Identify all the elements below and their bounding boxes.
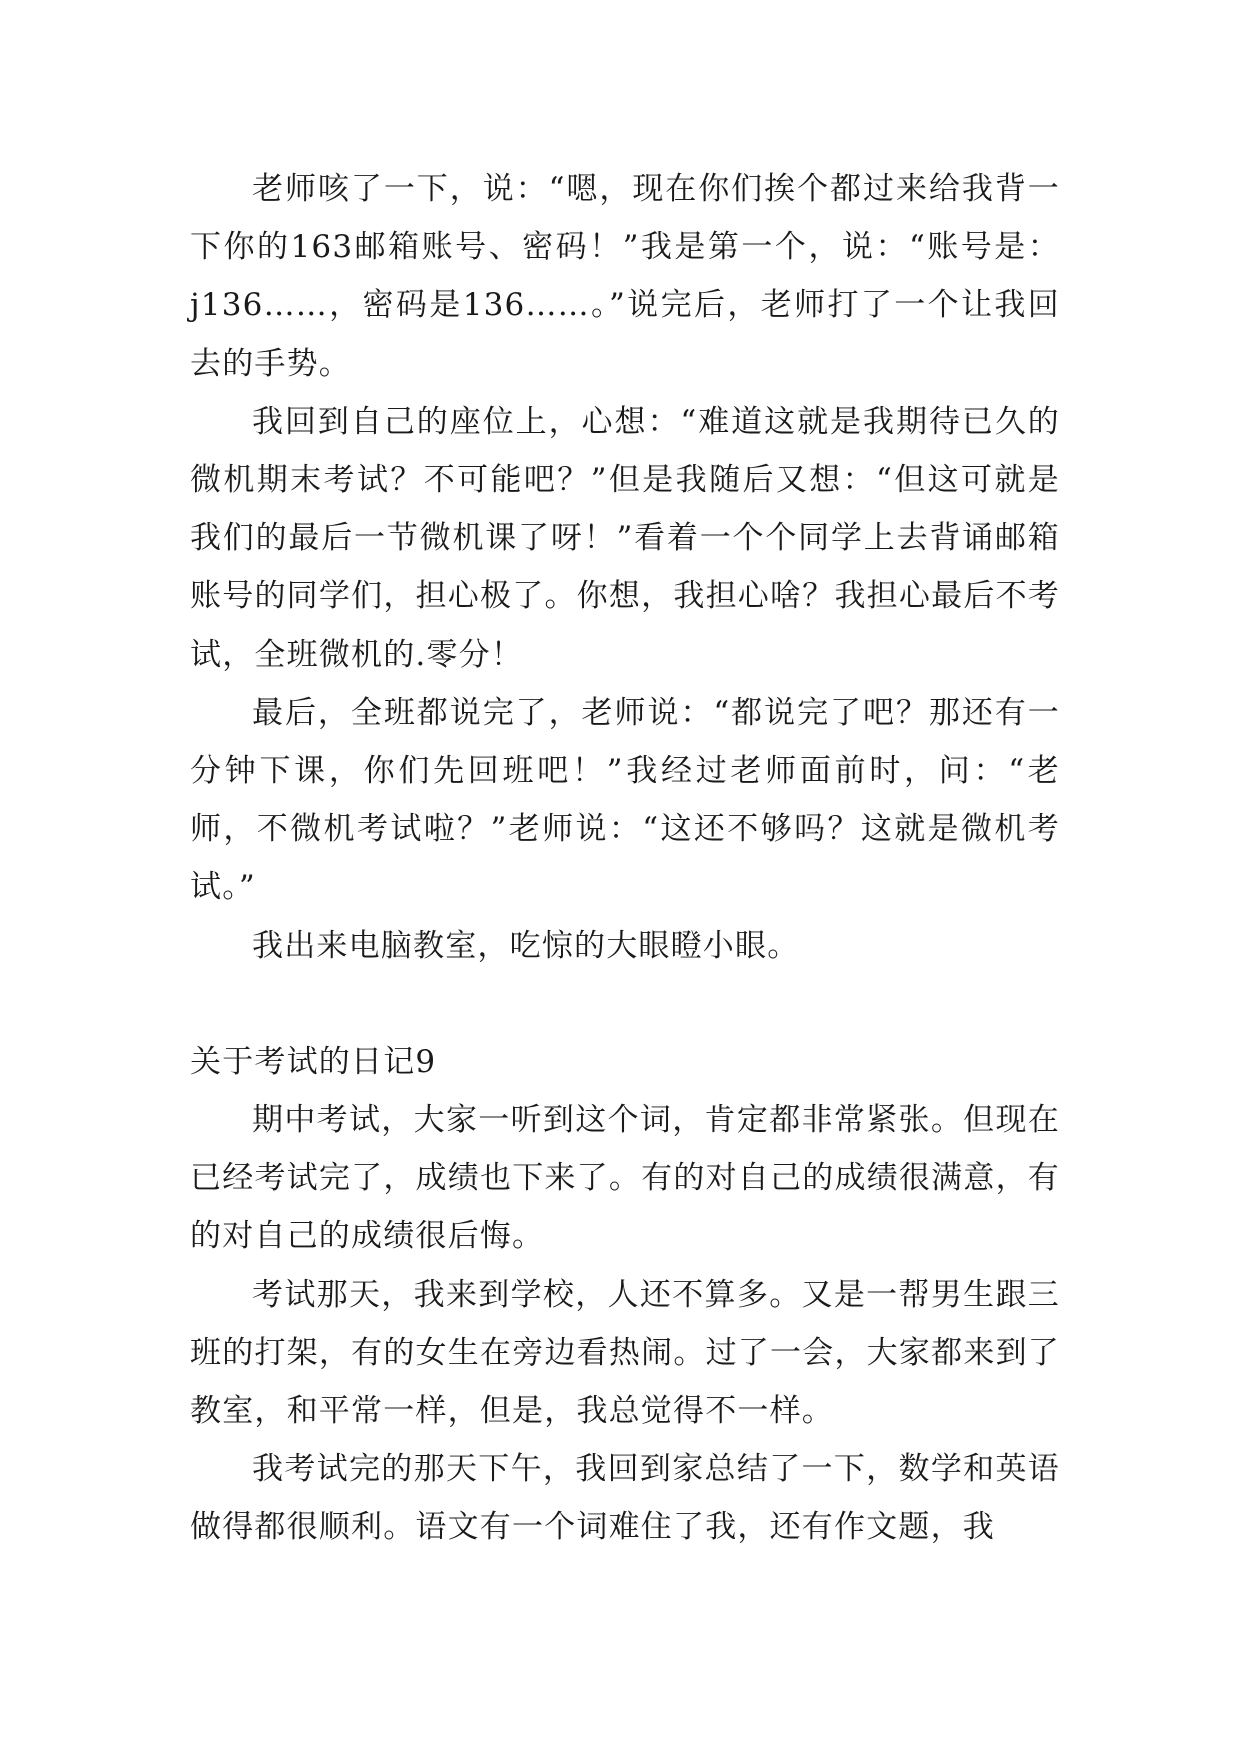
paragraph: 期中考试，大家一听到这个词，肯定都非常紧张。但现在已经考试完了，成绩也下来了。有的对自己的成绩很满意，有的对自己的成绩很后悔。: [190, 1102, 1060, 1255]
section-title: 关于考试的日记9: [190, 1043, 437, 1080]
paragraph: 考试那天，我来到学校，人还不算多。又是一帮男生跟三班的打架，有的女生在旁边看热闹。过了一会，大家都来到了教室，和平常一样，但是，我总觉得不一样。: [190, 1276, 1060, 1430]
paragraph: 我回到自己的座位上，心想：“难道这就是我期待已久的微机期末考试？不可能吧？”但是我随后又想：“但这可就是我们的最后一节微机课了呀！”看着一个个同学上去背诵邮箱账号的同学们，担心极了。你想，我担心啥？我担心最后不考试，全班微机的.零分！: [190, 403, 1060, 673]
paragraph: 最后，全班都说完了，老师说：“都说完了吧？那还有一分钟下课，你们先回班吧！”我经过老师面前时，问：“老师，不微机考试啦？”老师说：“这还不够吗？这就是微机考试。”: [190, 694, 1060, 906]
paragraph: 我考试完的那天下午，我回到家总结了一下，数学和英语做得都很顺利。语文有一个词难住了我，还有作文题，我: [190, 1451, 1060, 1546]
paragraph: 我出来电脑教室，吃惊的大眼瞪小眼。: [252, 927, 800, 964]
paragraph: 老师咳了一下，说：“嗯，现在你们挨个都过来给我背一下你的163邮箱账号、密码！”我是第一个，说：“账号是：j136……，密码是136……。”说完后，老师打了一个让我回去的手势。: [190, 171, 1060, 382]
document-body: [190, 160, 1060, 1557]
